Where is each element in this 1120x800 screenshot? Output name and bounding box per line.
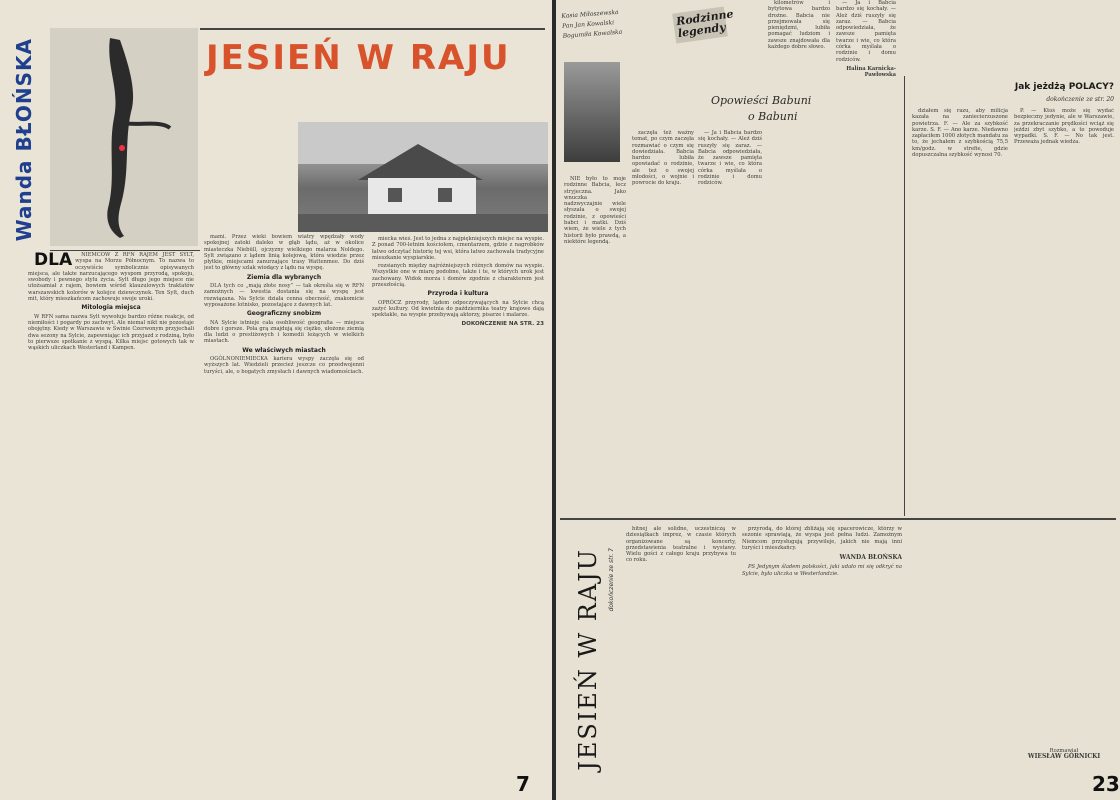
col3-text: miecka wieś. Jest to jedna z najpiękniejszych miejsc na wyspie. Z ponad 700-letnim kościołem, cmentarzem, gdzie z nagrobków łatwo odczytać historię tej wsi, która łatwo zachowała tradycyjne mieszkanie wyspiarskie. xyxy=(372,236,544,261)
script-line-1: Kasia Miłoszewska xyxy=(561,8,619,20)
right-page xyxy=(556,0,1120,800)
col3-text-3: OPRÓCZ przyrody, lądem odpoczywających na Sylcie chcą zażyć kultury. Od kwietnia do października teatry krajowe dają spektakle, na wyspie przebywają aktorzy, pisarze i malarze. xyxy=(372,299,544,319)
article-title: JESIEŃ W RAJU xyxy=(206,38,511,78)
story-col-5 xyxy=(836,0,896,510)
bottom-col-1 xyxy=(626,526,736,794)
interviewer-name: WIESŁAW GÓRNICKI xyxy=(1027,753,1101,761)
story-col-1 xyxy=(564,176,626,516)
story-title-1: Opowieści Babuni xyxy=(711,94,812,107)
heading-mitologia: Mitologia miejsca xyxy=(81,304,141,312)
col3-text-2: rozsianych między najróżniejszych różnych domów na wyspie. Wszystkie one w miarę podobne, także i te, w których urok jest zachowany. Widok morza i domów zgodnie z charakterem jest przeszłością. xyxy=(372,263,544,289)
script-line-2: Pan Jan Kowalski xyxy=(561,19,615,30)
page-number-right: 23 xyxy=(1092,772,1120,796)
heading-przyroda: Przyroda i kultura xyxy=(427,290,489,298)
heading-ziemia: Ziemia dla wybranych xyxy=(246,273,322,281)
column-1 xyxy=(28,252,194,792)
story-title-2: o Babuni xyxy=(748,110,798,123)
bottom-col1-text: bitnej ale solidne, uczestniczą w dziesiątkach imprez, w czasie których organizowane są koncerty, przedstawienia teatralne i wystawy. Wielu gości z całego kraju przybywa tu co roku. xyxy=(626,526,736,564)
bottom-col2-text: przyrodą, do której zbliżają się spacerowicze, którzy w sezonie sprawiają, że wyspa jest pełna ludzi. Zamożnym Niemcom przysługują przywileje, jakich nie mają inni turyści i mieszkańcy. xyxy=(742,526,902,551)
footnote: PS Jedynym śladem polskości, jaki udało mi się odkryć na Sylcie, była uliczka w Westerlandzie. xyxy=(742,564,902,577)
left-page xyxy=(0,0,552,800)
heading-snobizm: Geograficzny snobizm xyxy=(246,310,322,318)
right-col-text-2: P. — Ktoś może się wydać bezpieczny jedynie, ale w Warszawie, za przekraczanie prędkości wciąż się jeździ zbyt szybko, a to powoduje wypadki. S. F. — No tak jest. Przeważa jednak wiedza. xyxy=(1014,108,1114,146)
column-3 xyxy=(372,236,544,792)
bottom-col-2 xyxy=(742,526,902,794)
dropcap-dla: DLA xyxy=(34,252,73,270)
col2-text: mami. Przez wieki bowiem wiatry wpędzały wody spokojnej zatoki daleko w głąb lądu, aż w okolice miasteczka Niebüll, ojczyzny wielkiego malarza Noldego. Sylt związano z lądem linią kolejową, która wiedzie przez płytkie, miejscami zanurzające trasy Wattenmee. Do dziś jest to główny szlak wiodący z lądu na wyspę. xyxy=(204,234,364,272)
vertical-title: JESIEŃ W RAJU xyxy=(574,548,602,771)
story-col3-text: — Ja i Babcia bardzo się kochały. — Ależ dziś ruszyły się zaraz. — Babcia odpowiedziała, że zawsze pamięta twarze i wie, co która córka myślała o rodzinie i domu rodziców. xyxy=(698,130,762,187)
vertical-subtitle: dokończenie ze str. 7 xyxy=(608,548,615,612)
interview-signoff xyxy=(1014,748,1114,774)
banner-title: Rodzinne legendy xyxy=(672,7,728,44)
header-scripts xyxy=(561,4,673,42)
heading-miastach: We właściwych miastach xyxy=(242,346,326,354)
story-col1-text: NIE było to moje rodzinne Babcia, lecz stryjeczna. Jako wnuczka nadzwyczajnie wiele słyszała o swojej rodzinie, z opowieści babci i matki. Dziś wiem, że wiele z tych historii było prawdą, a niektóre legendą. xyxy=(564,176,626,245)
lead-text: NIEMCÓW Z RFN RAJEM JEST SYLT, wyspa na Morzu Północnym. To nazwa to oczywiście symbolicznie opisywanych miejsca, ale także narzucającego wyspom przyrodą, spokoju, swobody i pewnego stylu życia. Sylt długo jego miejsce nie utożsamiał z rajem, bowiem wśród klauzulowych traktatów warszawskich kolorów w kolejce dziewczynek. Ten Sylt, duch mit, który mieszkańcom zachowuje swoje uroki. xyxy=(28,252,194,303)
right-col-text: działem się razu, aby milicja kazała na zaniecierzuszone powietrza. F. — Ale za szybkość karze. S. F. — Ano karze. Niedawno zapłaciłem 1000 złotych mandatu za to, że jechałem z szybkością 75,5 km/godz. w strefie, gdzie dopuszczalna szybkość wynosi 70. xyxy=(912,108,1008,159)
continued-note: DOKOŃCZENIE NA STR. 23 xyxy=(461,320,544,327)
col2-text-4: OGÓLNONIEMIECKA kariera wyspy zaczęła się od wyższych lat. Wiedzieli przecież jeszcze co przedwojenni turyści, ale, o bogatych zmysłach i dawnych wiadomościach. xyxy=(204,356,364,375)
script-line-3: Bogumiła Kowalska xyxy=(562,28,623,40)
right-col-text-a xyxy=(912,108,1008,512)
story-col-3 xyxy=(698,130,762,516)
right-col-title: Jak jeżdżą POLACY? xyxy=(1014,82,1114,92)
right-col-subtitle: dokończenie ze str. 20 xyxy=(1046,96,1114,103)
story-col-4 xyxy=(768,0,830,516)
portrait-photo xyxy=(564,62,620,162)
col2-text-2: DLA tych co „mają złote nosy” — tak określa się w RFN zamożnych — kwestia dostania się na wyspę jest rozwiązana. Na Sylcie działa cenna obecność, znakomicie wyposażone lotnisko, pozostające z dawnych lat. xyxy=(204,283,364,308)
signature: Halina Karnicka-Pawłowska xyxy=(846,65,896,79)
story-col4-text: kilometrów i bytytowa bardzo drożne. Babcia nie przejmowała się pieniędzmi, lubiła pomagać ludziom i zawsze znajdowała dla każdego dobre słowo. xyxy=(768,0,830,51)
col2-text-3: NA Sylcie istnieje cała osobliwość geografia — miejsca dobre i gorsze. Pola grą znajdują się ciężko, ułożone ziemią dla ludzi o prestiżowych i komedii leżących w wielkich miastach. xyxy=(204,319,364,345)
story-col-2 xyxy=(632,130,694,516)
story-col2-text: zaczęła też ważny temat, po czym zaczęła rozmawiać o czym się dowiedziała. Babcia bardzo lubiła opowiadać o rodzinie, ale też o swojej młodości, o wojnie i powrocie do kraju. xyxy=(632,130,694,187)
map-illustration xyxy=(50,28,198,246)
author-vertical: Wanda BŁOŃSKA xyxy=(12,38,36,242)
column-2 xyxy=(204,234,364,794)
page-number-left: 7 xyxy=(516,772,530,796)
house-photo xyxy=(298,122,548,232)
story-col5-text: — Ja i Babcia bardzo się kochały. — Ależ dziś ruszyły się zaraz. — Babcia odpowiedziała, że zawsze pamięta twarze i wie, co która córka myślała o rodzinie i domu rodziców. xyxy=(836,0,896,63)
bottom-author: WANDA BŁOŃSKA xyxy=(839,554,902,562)
interview-label: Rozmawiał xyxy=(1049,748,1079,754)
page-gutter xyxy=(552,0,556,800)
col1-text: W RFN sama nazwa Sylt wywołuje bardzo różne reakcje, od niemiłości i pogardy po zachwyt. Ale niemal nikt nie pozostaje obojętny. Kiedy w Warszawie w Świnie Czerwonym przyjechali dwa sezony na Sylcie, zapewniając ich przyjazd z rodziną, było to pierwsze spotkanie z wyspą. Kilka miejsc gotowych tak w wąskich uliczkach Westerland i Kampen. xyxy=(28,313,194,352)
right-col-text-b xyxy=(1014,108,1114,512)
